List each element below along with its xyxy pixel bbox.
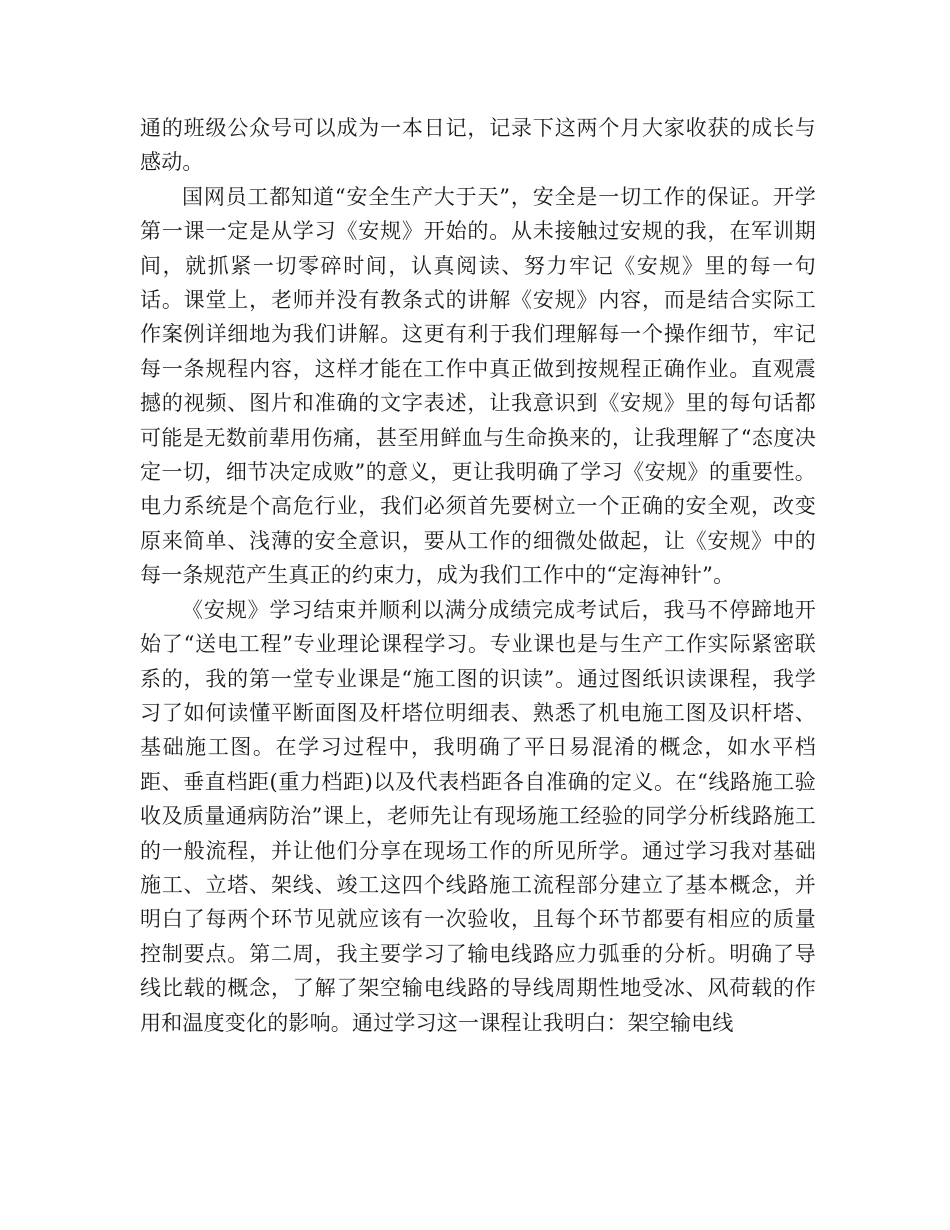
paragraph-2: 国网员工都知道“安全生产大于天”，安全是一切工作的保证。开学第一课一定是从学习《安规》开始的。从未接触过安规的我，在军训期间，就抓紧一切零碎时间，认真阅读、努力牢记《安规》里的每一句话。课堂上，老师并没有教条式的讲解《安规》内容，而是结合实际工作案例详细地为我们讲解。这更有利于我们理解每一个操作细节，牢记每一条规程内容，这样才能在工作中真正做到按规程正确作业。直观震撼的视频、图片和准确的文字表述，让我意识到《安规》里的每句话都可能是无数前辈用伤痛，甚至用鲜血与生命换来的，让我理解了“态度决定一切，细节决定成败”的意义，更让我明确了学习《安规》的重要性。电力系统是个高危行业，我们必须首先要树立一个正确的安全观，改变原来简单、浅薄的安全意识，要从工作的细微处做起，让《安规》中的每一条规范产生真正的约束力，成为我们工作中的“定海神针”。	[140, 184, 816, 588]
paragraph-3: 《安规》学习结束并顺利以满分成绩完成考试后，我马不停蹄地开始了“送电工程”专业理论课程学习。专业课也是与生产工作实际紧密联系的，我的第一堂专业课是“施工图的识读”。通过图纸识读课程，我学习了如何读懂平断面图及杆塔位明细表、熟悉了机电施工图及识杆塔、基础施工图。在学习过程中，我明确了平日易混淆的概念，如水平档距、垂直档距(重力档距)以及代表档距各自准确的定义。在“线路施工验收及质量通病防治”课上，老师先让有现场施工经验的同学分析线路施工的一般流程，并让他们分享在现场工作的所见所学。通过学习我对基础施工、立塔、架线、竣工这四个线路施工流程部分建立了基本概念，并明白了每两个环节见就应该有一次验收，且每个环节都要有相应的质量控制要点。第二周，我主要学习了输电线路应力弧垂的分析。明确了导线比载的概念，了解了架空输电线路的导线周期性地受冰、风荷载的作用和温度变化的影响。通过学习这一课程让我明白：架空输电线	[140, 597, 816, 1035]
document-body	[140, 111, 816, 1040]
paragraph-1: 通的班级公众号可以成为一本日记，记录下这两个月大家收获的成长与感动。	[140, 116, 816, 175]
